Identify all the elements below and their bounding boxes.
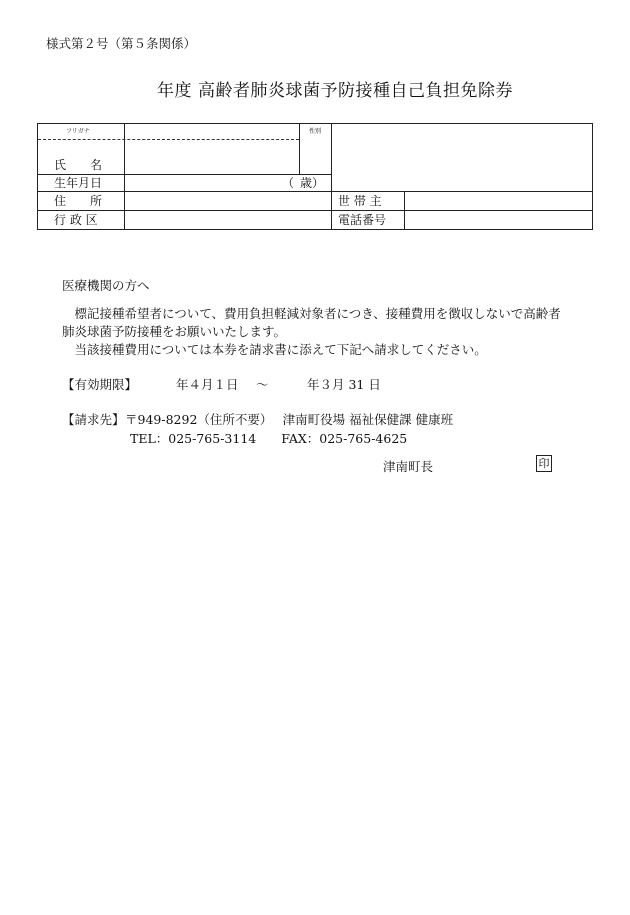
validity-end: 年３月 31 日 [307,377,381,392]
householder-label: 世 帯 主 [338,194,382,208]
furigana-label: フリガナ [66,128,90,135]
name-label: 氏 名 [54,158,103,172]
table-rule [38,191,592,192]
validity-label: 【有効期限】 [62,377,138,392]
billing-instruction: 当該接種費用については本券を請求書に添えて下記へ請求してください。 [62,342,487,357]
request-paragraph-line2: 肺炎球菌予防接種をお願いいたします。 [62,324,287,339]
age-unit: 歳） [300,176,325,190]
table-rule [38,210,592,211]
phone-label: 電話番号 [338,213,387,227]
billing-contact: TEL：025-765-3114 FAX：025-765-4625 [130,431,408,446]
form-number: 様式第２号（第５条関係） [46,36,197,51]
gender-label: 性別 [309,128,322,135]
birthdate-label: 生年月日 [54,176,103,190]
validity-separator: 〜 [256,377,269,392]
validity-start: 年４月１日 [176,377,239,392]
request-paragraph-line1: 標記接種希望者について、費用負担軽減対象者につき、接種費用を徴収しないで高齢者 [62,306,561,321]
addressee: 医療機関の方へ [62,278,150,293]
seal-box: 印 [536,455,552,472]
table-rule [124,124,125,229]
table-rule [299,124,300,174]
address-label: 住 所 [54,194,103,208]
page-title: 年度 高齢者肺炎球菌予防接種自己負担免除券 [157,81,513,101]
table-rule [404,191,405,229]
billing-label: 【請求先】 [62,412,125,427]
billing-address: 〒949-8292（住所不要） 津南町役場 福祉保健課 健康班 [125,412,454,427]
applicant-info-table [37,123,593,230]
age-open-paren: （ [282,176,295,190]
table-rule [38,174,331,175]
mayor-title: 津南町長 [383,459,434,474]
table-rule [331,124,332,229]
district-label: 行 政 区 [54,213,98,227]
furigana-divider [38,139,299,140]
